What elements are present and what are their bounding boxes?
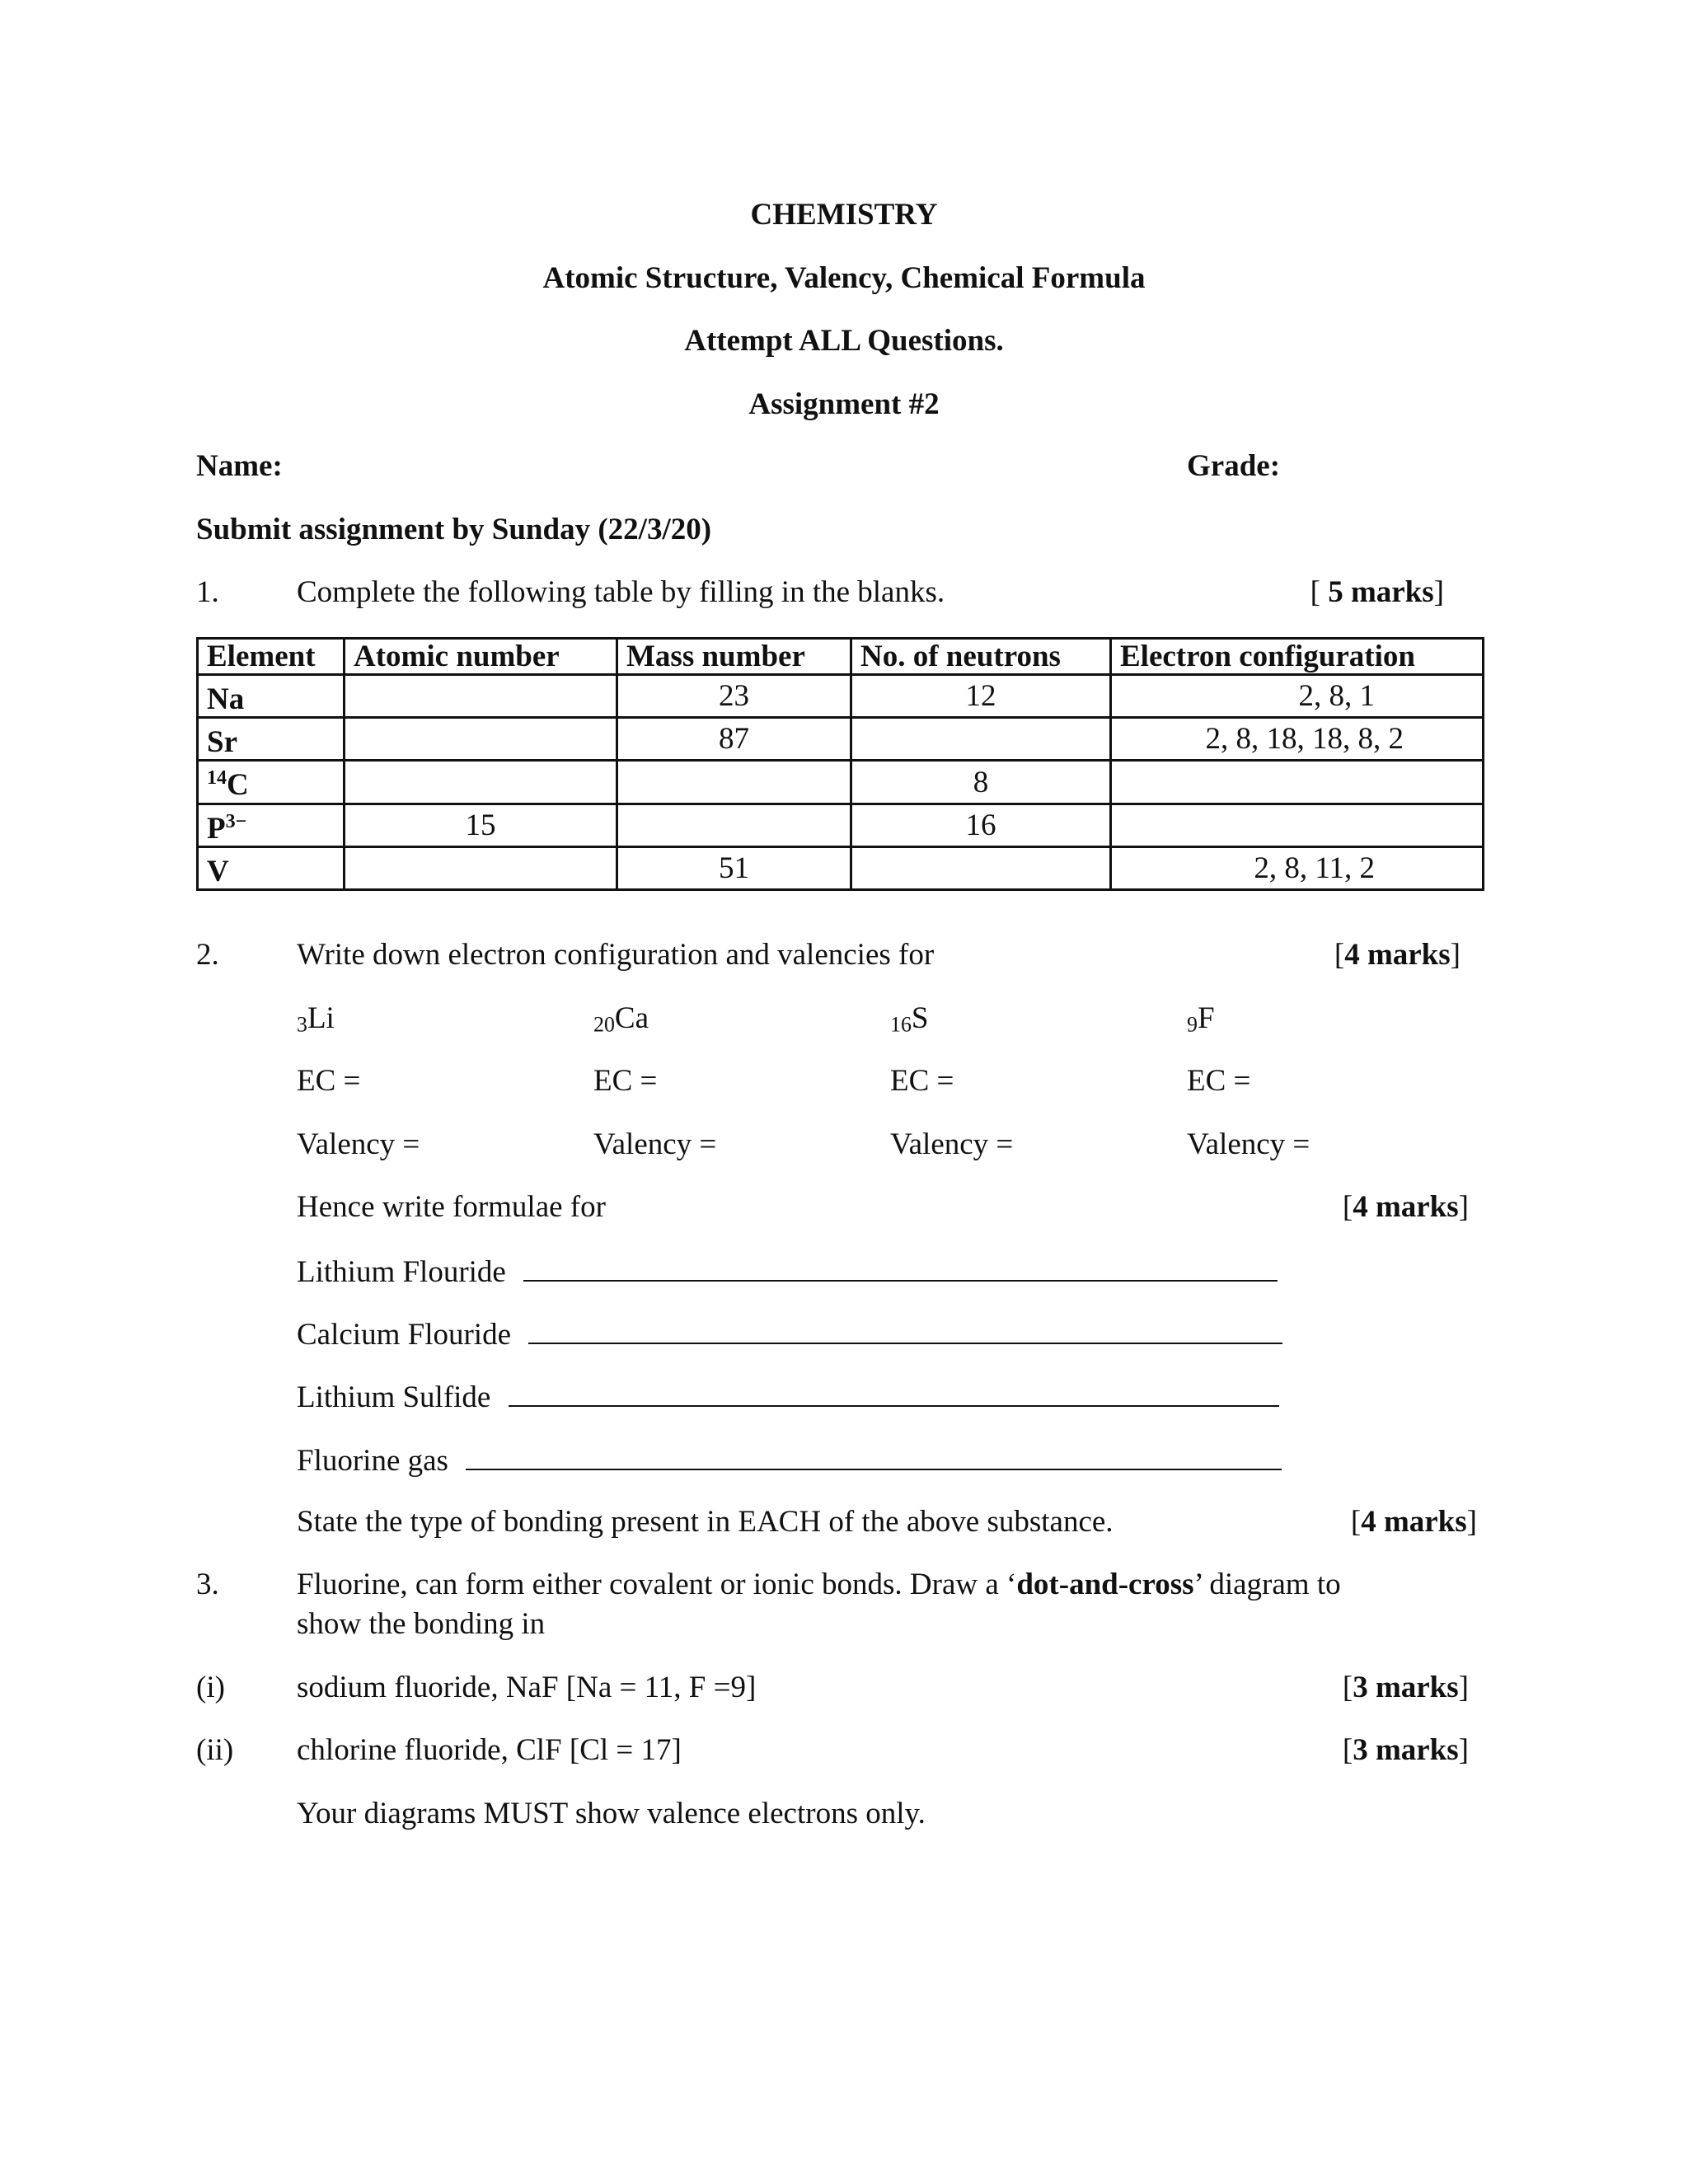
configuration-cell[interactable]: 2, 8, 11, 2	[1111, 846, 1484, 889]
configuration-cell[interactable]: 2, 8, 18, 18, 8, 2	[1111, 718, 1484, 761]
table-row	[198, 804, 1484, 846]
header-mass-number: Mass number	[617, 639, 851, 675]
name-label: Name:	[196, 449, 283, 483]
header-element: Element	[198, 639, 345, 675]
part-ii-text: chlorine fluoride, ClF [Cl = 17]	[297, 1733, 682, 1767]
neutrons-cell[interactable]: 8	[851, 761, 1111, 804]
element-li: $_3$Li	[297, 1001, 335, 1037]
part-i-label: (i)	[196, 1671, 225, 1704]
element-table	[196, 637, 1484, 891]
valency-label-li: Valency =	[297, 1127, 420, 1161]
q1-marks: [ 5 marks]	[1310, 575, 1444, 609]
answer-blank[interactable]	[509, 1379, 1279, 1407]
configuration-cell[interactable]	[1111, 761, 1484, 804]
table-row	[198, 675, 1484, 718]
submit-deadline: Submit assignment by Sunday (22/3/20)	[196, 513, 712, 546]
bonding-text: State the type of bonding present in EACH of the above substance.	[297, 1505, 1114, 1539]
answer-blank[interactable]	[523, 1254, 1278, 1282]
atomic-number-cell[interactable]: 15	[345, 804, 617, 846]
mass-number-cell[interactable]: 51	[617, 846, 851, 889]
mass-number-cell[interactable]	[617, 804, 851, 846]
formula-label: Lithium Sulfide	[297, 1380, 491, 1414]
part-ii-label: (ii)	[196, 1733, 234, 1767]
mass-number-cell[interactable]: 87	[617, 718, 851, 761]
atomic-number-cell[interactable]	[345, 675, 617, 718]
element-cell: $P^{3-}$	[198, 804, 345, 846]
q1-number: 1.	[196, 575, 219, 609]
table-row	[198, 718, 1484, 761]
element-cell: $^{14}$C	[198, 761, 345, 804]
grade-label: Grade:	[1187, 449, 1281, 483]
element-ca: $_{20}$Ca	[593, 1001, 649, 1037]
formula-line-1	[297, 1254, 1278, 1291]
topic-title: Atomic Structure, Valency, Chemical Formula	[542, 261, 1146, 295]
neutrons-cell[interactable]: 12	[851, 675, 1111, 718]
hence-text: Hence write formulae for	[297, 1190, 606, 1224]
element-cell: V	[198, 846, 345, 889]
valency-label-s: Valency =	[890, 1127, 1014, 1161]
q3-number: 3.	[196, 1568, 219, 1601]
configuration-cell[interactable]	[1111, 804, 1484, 846]
neutrons-cell[interactable]	[851, 846, 1111, 889]
part-i-marks: [3 marks]	[1342, 1671, 1469, 1704]
formula-line-4	[297, 1442, 1282, 1479]
neutrons-cell[interactable]: 16	[851, 804, 1111, 846]
part-i-text: sodium fluoride, NaF [Na = 11, F =9]	[297, 1671, 757, 1704]
q2-text: Write down electron configuration and valencies for	[297, 938, 935, 972]
atomic-number-cell[interactable]	[345, 846, 617, 889]
element-s: $_{16}$S	[890, 1001, 929, 1037]
header-neutrons: No. of neutrons	[851, 639, 1111, 675]
formula-label: Fluorine gas	[297, 1444, 448, 1478]
ec-label-s: EC =	[890, 1064, 954, 1098]
ec-label-li: EC =	[297, 1064, 361, 1098]
answer-blank[interactable]	[466, 1442, 1282, 1470]
mass-number-cell[interactable]	[617, 761, 851, 804]
instruction-line: Attempt ALL Questions.	[684, 324, 1004, 358]
part-ii-marks: [3 marks]	[1342, 1733, 1469, 1767]
table-row	[198, 846, 1484, 889]
formula-label: Lithium Flouride	[297, 1255, 506, 1289]
element-cell: Na	[198, 675, 345, 718]
table-header-row	[198, 639, 1484, 675]
formula-line-2	[297, 1316, 1282, 1353]
answer-blank[interactable]	[528, 1316, 1282, 1344]
header-electron-configuration: Electron configuration	[1111, 639, 1484, 675]
valency-label-f: Valency =	[1187, 1127, 1311, 1161]
assignment-title: Assignment #2	[748, 387, 940, 421]
neutrons-cell[interactable]	[851, 718, 1111, 761]
header-atomic-number: Atomic number	[345, 639, 617, 675]
formula-line-3	[297, 1379, 1279, 1416]
q1-text: Complete the following table by filling in the blanks.	[297, 575, 945, 609]
ec-label-ca: EC =	[593, 1064, 658, 1098]
subject-title: CHEMISTRY	[750, 198, 938, 232]
q2-marks: [4 marks]	[1334, 938, 1461, 972]
ec-label-f: EC =	[1187, 1064, 1251, 1098]
q3-text-line2: show the bonding in	[297, 1607, 546, 1641]
element-cell: Sr	[198, 718, 345, 761]
table-row	[198, 761, 1484, 804]
q3-text: Fluorine, can form either covalent or ionic bonds. Draw a ‘dot-and-cross’ diagram to	[297, 1568, 1341, 1601]
q2-number: 2.	[196, 938, 219, 972]
configuration-cell[interactable]: 2, 8, 1	[1111, 675, 1484, 718]
atomic-number-cell[interactable]	[345, 718, 617, 761]
hence-marks: [4 marks]	[1342, 1190, 1469, 1224]
valency-label-ca: Valency =	[593, 1127, 717, 1161]
q3-note: Your diagrams MUST show valence electrons only.	[297, 1797, 926, 1830]
atomic-number-cell[interactable]	[345, 761, 617, 804]
mass-number-cell[interactable]: 23	[617, 675, 851, 718]
bonding-marks: [4 marks]	[1350, 1505, 1477, 1539]
element-f: $_9$F	[1187, 1001, 1215, 1037]
formula-label: Calcium Flouride	[297, 1318, 511, 1352]
